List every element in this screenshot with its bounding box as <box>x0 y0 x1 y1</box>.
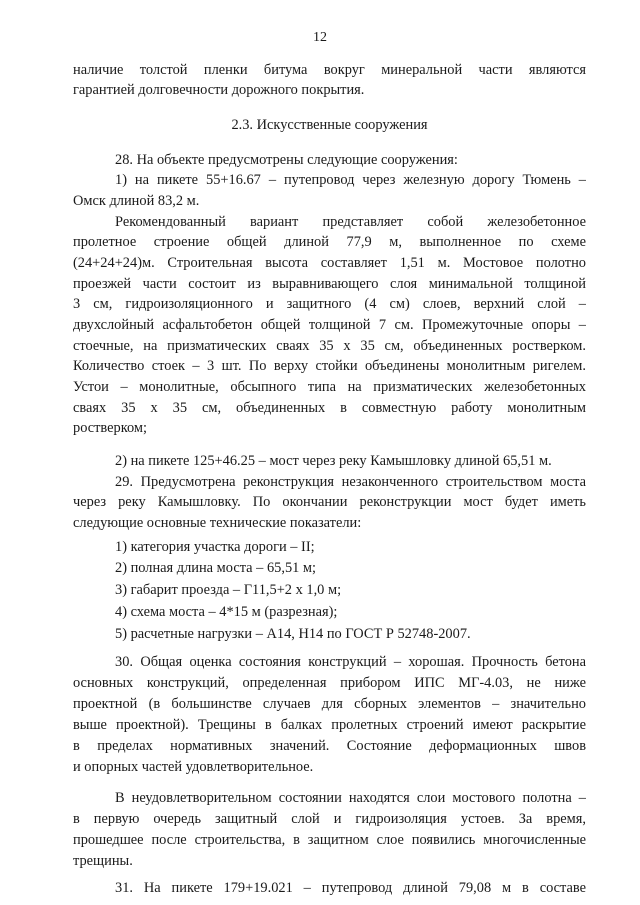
page-number: 12 <box>313 30 327 45</box>
paragraph-line: следующие основные технические показатели: <box>73 515 362 531</box>
paragraph-line: стоечные, на призматических сваях 35 х 35 см, объединенных ростверком. <box>73 338 586 354</box>
paragraph-line: и опорных частей удовлетворительное. <box>73 759 314 775</box>
section-heading: 2.3. Искусственные сооружения <box>231 117 428 133</box>
paragraph-line: 3 см, гидроизоляционного и защитного (4 см) слоев, верхний слой – <box>73 296 586 312</box>
paragraph-line: 4) схема моста – 4*15 м (разрезная); <box>115 604 338 620</box>
paragraph-line: Устои – монолитные, обсыпного типа на призматических железобетонных <box>73 379 586 395</box>
paragraph-line: выше проектной). Трещины в балках пролетных строений имеют раскрытие <box>73 717 586 733</box>
paragraph-line: 2) полная длина моста – 65,51 м; <box>115 560 317 576</box>
paragraph-line: проектной (в большинстве случаев для сборных элементов – значительно <box>73 696 586 712</box>
paragraph-line: прошедшее после строительства, в защитном слое появились многочисленные <box>73 832 586 848</box>
paragraph-line: (24+24+24)м. Строительная высота составляет 1,51 м. Мостовое полотно <box>73 255 586 271</box>
paragraph-line: основных конструкций, определенная прибором ИПС МГ-4.03, не ниже <box>73 675 586 691</box>
paragraph-line: 1) категория участка дороги – II; <box>115 539 315 555</box>
paragraph-line: наличие толстой пленки битума вокруг минеральной части являются <box>73 62 586 78</box>
paragraph-line: 5) расчетные нагрузки – А14, Н14 по ГОСТ Р 52748-2007. <box>115 626 471 642</box>
paragraph-line: в пределах нормативных значений. Состояние деформационных швов <box>73 738 586 754</box>
paragraph-line: ростверком; <box>73 420 148 436</box>
paragraph-line: 3) габарит проезда – Г11,5+2 х 1,0 м; <box>115 582 342 598</box>
paragraph-line: в первую очередь защитный слой и гидроизоляция устоев. За время, <box>73 811 586 827</box>
paragraph-line: проезжей части состоит из выравнивающего слоя минимальной толщиной <box>73 276 586 292</box>
paragraph-line: трещины. <box>73 853 133 869</box>
paragraph-line: гарантией долговечности дорожного покрытия. <box>73 82 365 98</box>
paragraph-line: 2) на пикете 125+46.25 – мост через реку Камышловку длиной 65,51 м. <box>115 453 552 469</box>
paragraph-line: 30. Общая оценка состояния конструкций – хорошая. Прочность бетона <box>115 654 586 670</box>
paragraph-line: двухслойный асфальтобетон общей толщиной 7 см. Промежуточные опоры – <box>73 317 586 333</box>
paragraph-line: 31. На пикете 179+19.021 – путепровод длиной 79,08 м в составе <box>115 880 586 896</box>
paragraph-line: Омск длиной 83,2 м. <box>73 193 200 209</box>
paragraph-line: 1) на пикете 55+16.67 – путепровод через железную дорогу Тюмень – <box>115 172 586 188</box>
paragraph-line: Рекомендованный вариант представляет собой железобетонное <box>115 214 586 230</box>
paragraph-line: 29. Предусмотрена реконструкция незаконченного строительством моста <box>115 474 586 490</box>
paragraph-line: Количество стоек – 3 шт. По верху стойки объединены монолитным ригелем. <box>73 358 586 374</box>
paragraph-line: через реку Камышловку. По окончании реконструкции мост будет иметь <box>73 494 586 510</box>
paragraph-line: 28. На объекте предусмотрены следующие сооружения: <box>115 152 458 168</box>
paragraph-line: сваях 35 х 35 см, объединенных в совместную работу монолитным <box>73 400 586 416</box>
paragraph-line: В неудовлетворительном состоянии находятся слои мостового полотна – <box>115 790 586 806</box>
paragraph-line: пролетное строение общей длиной 77,9 м, выполненное по схеме <box>73 234 586 250</box>
